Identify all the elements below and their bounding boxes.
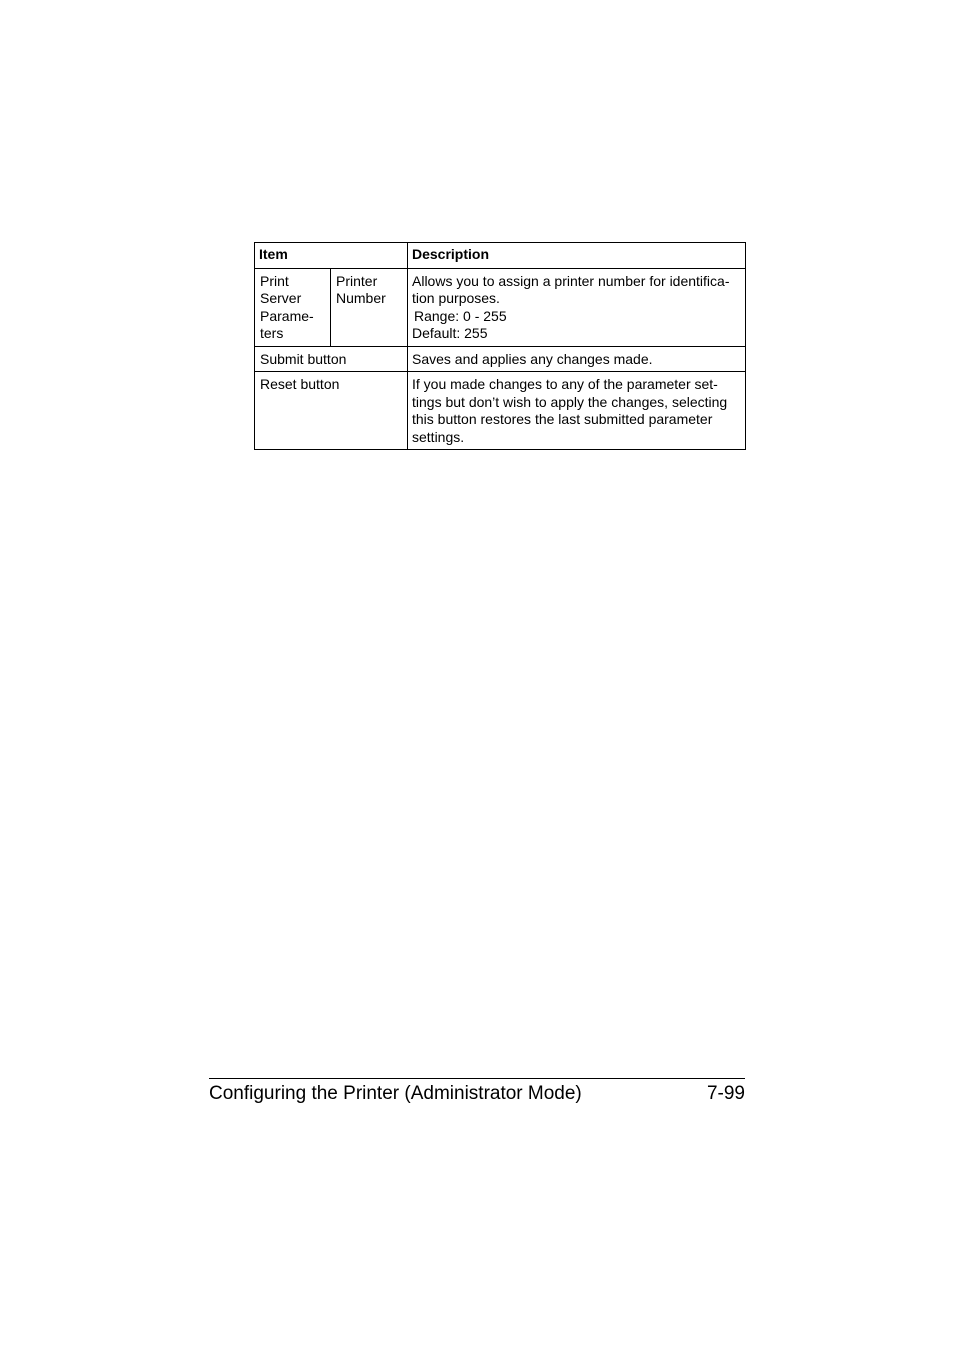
parameter-table: [254, 242, 746, 450]
description-line: tion purposes.: [412, 290, 500, 306]
description-cell-submit-button: [408, 346, 746, 372]
footer-divider: [209, 1078, 745, 1079]
group-label-line: Print: [260, 272, 289, 289]
table-row-submit-button: [255, 346, 746, 372]
item-cell-reset-button: Reset button: [255, 372, 408, 450]
footer-page-number: 7-99: [706, 1083, 745, 1104]
table-header-row: [255, 243, 746, 269]
group-label-line: ters: [260, 325, 284, 341]
footer-chapter-title: Configuring the Printer (Administrator Mode): [209, 1083, 582, 1104]
group-cell-print-server-parameters: [255, 268, 331, 346]
description-line: this button restores the last submitted parameter: [412, 411, 713, 427]
description-default: Default: 255: [412, 325, 488, 341]
item-cell-submit-button: Submit button: [255, 346, 408, 372]
description-range: Range: 0 - 255: [414, 307, 507, 324]
item-label-line: Printer: [336, 272, 378, 289]
description-line: Allows you to assign a printer number for identifica-: [412, 272, 730, 289]
item-cell-printer-number: [331, 268, 408, 346]
description-cell-printer-number: [408, 268, 746, 346]
description-line: settings.: [412, 428, 465, 445]
item-label-line: Number: [336, 290, 386, 306]
description-line: Saves and applies any changes made.: [412, 350, 653, 367]
header-description: Description: [408, 243, 746, 269]
table-row-printer-number: [255, 268, 746, 346]
description-line: If you made changes to any of the parameter set-: [412, 376, 718, 392]
description-line: tings but don’t wish to apply the changes, selecting: [412, 393, 728, 410]
header-item: Item: [255, 243, 408, 269]
group-label-line: Server: [260, 290, 302, 306]
group-label-line: Parame-: [260, 307, 314, 324]
description-cell-reset-button: [408, 372, 746, 450]
table-row-reset-button: [255, 372, 746, 450]
